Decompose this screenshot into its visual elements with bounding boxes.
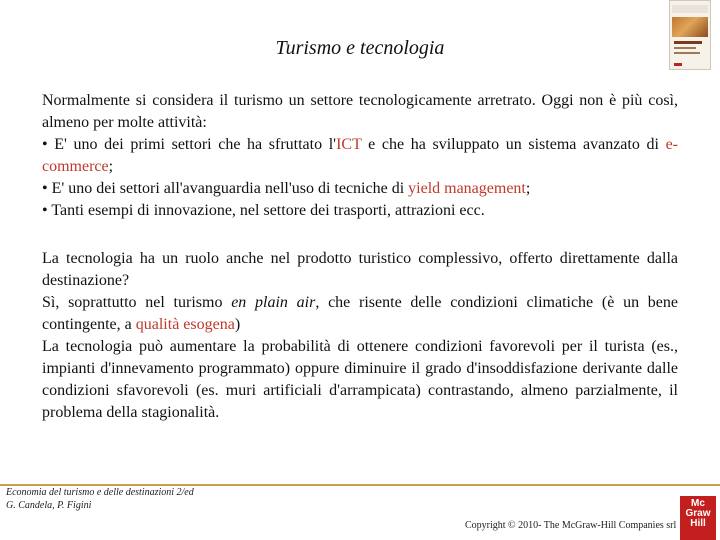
footer-book-credit — [6, 486, 194, 512]
highlight-ict: ICT — [336, 136, 362, 153]
slide-title: Turismo e tecnologia — [275, 37, 445, 59]
footer-copyright: Copyright © 2010- The McGraw-Hill Companies srl — [465, 520, 677, 531]
question-paragraph: La tecnologia ha un ruolo anche nel prodotto turistico complessivo, offerto direttamente dalla destinazione? — [42, 250, 678, 289]
cover-band — [672, 5, 708, 13]
mcgraw-hill-logo: Mc Graw Hill — [680, 496, 716, 540]
highlight-qualita-esogena: qualità esogena — [135, 316, 235, 333]
highlight-ecommerce: e-commerce — [42, 136, 678, 175]
technology-paragraph: La tecnologia può aumentare la probabilità di ottenere condizioni favorevoli per il turista (es., impianti d'innevamento programmato) oppure diminuire il grado d'insoddisfazione derivante dalle condizioni sfavorevoli (es. muri artificiali d'arrampicata) contrastando, almeno parzialmente, il problema della stagionalità. — [42, 338, 678, 421]
bullet-ict: • E' uno dei primi settori che ha sfruttato l'ICT e che ha sviluppato un sistema avanzato di e-commerce; — [42, 136, 678, 175]
footer-book-title: Economia del turismo e delle destinazioni 2/ed — [6, 487, 194, 498]
paragraph-gap — [42, 222, 678, 248]
cover-subtitle-bar — [674, 52, 700, 54]
intro-paragraph: Normalmente si considera il turismo un settore tecnologicamente arretrato. Oggi non è più così, almeno per molte attività: — [42, 92, 678, 131]
highlight-yield-management: yield management — [408, 180, 526, 197]
book-cover-thumbnail — [669, 0, 711, 70]
cover-subtitle-bar — [674, 47, 696, 49]
bullet-yield: • E' uno dei settori all'avanguardia nell'uso di tecniche di yield management; — [42, 180, 531, 197]
footer-authors: G. Candela, P. Figini — [6, 500, 92, 511]
italic-en-plain-air: en plain air — [231, 294, 316, 311]
cover-publisher-logo — [674, 63, 682, 66]
cover-image — [672, 17, 708, 37]
answer-paragraph: Sì, soprattutto nel turismo en plain air, che risente delle condizioni climatiche (è un bene contingente, a qualità esogena) — [42, 294, 679, 333]
bullet-innovation: • Tanti esempi di innovazione, nel settore dei trasporti, attrazioni ecc. — [42, 202, 485, 219]
cover-title-bar — [674, 41, 702, 44]
slide-body — [42, 90, 678, 424]
